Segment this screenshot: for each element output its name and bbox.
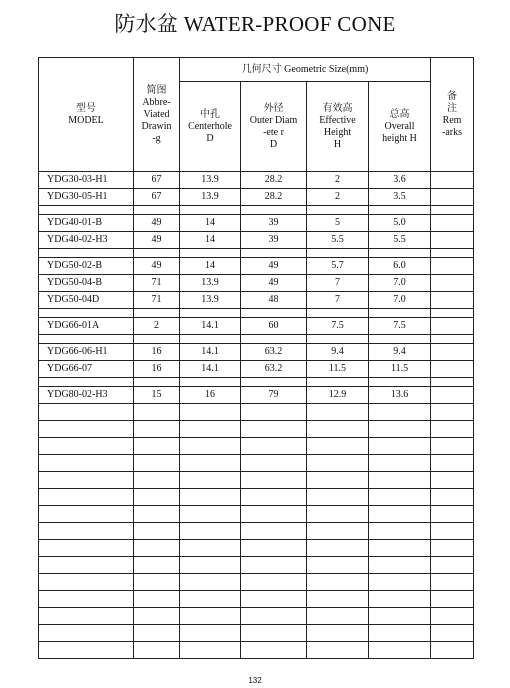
empty-cell (134, 378, 180, 387)
cell-overall: 3.6 (369, 172, 431, 189)
empty-row (39, 625, 474, 642)
empty-cell (369, 206, 431, 215)
empty-row (39, 608, 474, 625)
empty-cell (307, 625, 369, 642)
empty-cell (369, 309, 431, 318)
empty-cell (134, 404, 180, 421)
table-row (39, 318, 474, 335)
empty-cell (241, 591, 307, 608)
empty-cell (180, 506, 241, 523)
empty-cell (134, 206, 180, 215)
empty-cell (307, 489, 369, 506)
empty-cell (39, 489, 134, 506)
header-remarks-line: 备 (447, 90, 458, 102)
empty-cell (369, 404, 431, 421)
spacer-row (39, 206, 474, 215)
cell-remarks (431, 344, 474, 361)
empty-cell (134, 438, 180, 455)
empty-cell (39, 540, 134, 557)
cell-model: YDG30-03-H1 (39, 172, 134, 189)
page-number: 132 (248, 676, 262, 685)
empty-cell (134, 249, 180, 258)
table-row (39, 189, 474, 206)
empty-cell (39, 523, 134, 540)
empty-cell (180, 309, 241, 318)
cell-remarks (431, 215, 474, 232)
cell-remarks (431, 292, 474, 309)
cell-outer: 63.2 (241, 344, 307, 361)
empty-cell (39, 249, 134, 258)
empty-row (39, 438, 474, 455)
cell-overall: 7.5 (369, 318, 431, 335)
empty-cell (307, 249, 369, 258)
spacer-row (39, 309, 474, 318)
empty-row (39, 506, 474, 523)
empty-cell (180, 642, 241, 659)
empty-cell (241, 625, 307, 642)
table-row (39, 275, 474, 292)
empty-cell (431, 309, 474, 318)
empty-cell (307, 642, 369, 659)
empty-cell (180, 378, 241, 387)
empty-cell (241, 489, 307, 506)
empty-cell (134, 421, 180, 438)
empty-cell (134, 523, 180, 540)
cell-outer: 63.2 (241, 361, 307, 378)
empty-cell (134, 506, 180, 523)
empty-cell (241, 540, 307, 557)
cell-centerhole: 13.9 (180, 275, 241, 292)
empty-cell (307, 309, 369, 318)
empty-cell (241, 438, 307, 455)
empty-cell (431, 378, 474, 387)
header-outer-diameter-line: -ete r (263, 126, 284, 138)
empty-cell (180, 206, 241, 215)
empty-cell (180, 540, 241, 557)
empty-cell (39, 455, 134, 472)
empty-cell (369, 378, 431, 387)
empty-cell (369, 455, 431, 472)
empty-cell (241, 557, 307, 574)
cell-centerhole: 14.1 (180, 361, 241, 378)
empty-cell (134, 472, 180, 489)
empty-cell (431, 574, 474, 591)
empty-row (39, 591, 474, 608)
empty-cell (39, 378, 134, 387)
empty-cell (307, 574, 369, 591)
header-remarks-line: -arks (442, 126, 463, 138)
cell-overall: 9.4 (369, 344, 431, 361)
cell-model: YDG50-04-B (39, 275, 134, 292)
cell-drawing: 67 (134, 189, 180, 206)
cell-centerhole: 14.1 (180, 318, 241, 335)
header-model (39, 58, 134, 172)
header-outer-diameter-line: D (269, 138, 278, 150)
empty-cell (134, 574, 180, 591)
empty-cell (369, 421, 431, 438)
empty-cell (39, 404, 134, 421)
empty-cell (39, 625, 134, 642)
cell-centerhole: 13.9 (180, 172, 241, 189)
empty-cell (369, 642, 431, 659)
empty-row (39, 642, 474, 659)
cell-model: YDG66-06-H1 (39, 344, 134, 361)
cell-drawing: 49 (134, 258, 180, 275)
empty-cell (431, 335, 474, 344)
empty-cell (307, 506, 369, 523)
cell-centerhole: 14 (180, 258, 241, 275)
empty-cell (241, 455, 307, 472)
cell-effective: 5.7 (307, 258, 369, 275)
cell-drawing: 16 (134, 344, 180, 361)
empty-cell (39, 574, 134, 591)
cell-overall: 11.5 (369, 361, 431, 378)
header-centerhole (180, 82, 241, 172)
empty-cell (307, 557, 369, 574)
empty-cell (180, 608, 241, 625)
header-outer-diameter (241, 82, 307, 172)
empty-cell (180, 472, 241, 489)
empty-cell (307, 472, 369, 489)
empty-cell (39, 608, 134, 625)
empty-cell (180, 523, 241, 540)
empty-cell (39, 206, 134, 215)
empty-cell (180, 625, 241, 642)
header-drawing-line: Abbre- (142, 96, 171, 108)
empty-cell (241, 335, 307, 344)
empty-cell (431, 506, 474, 523)
cell-overall: 6.0 (369, 258, 431, 275)
empty-cell (134, 489, 180, 506)
cell-drawing: 16 (134, 361, 180, 378)
header-geometric-size: 几何尺寸 Geometric Size(mm) (180, 58, 431, 82)
empty-cell (369, 249, 431, 258)
empty-cell (307, 455, 369, 472)
empty-cell (431, 472, 474, 489)
empty-cell (431, 608, 474, 625)
empty-cell (134, 540, 180, 557)
spacer-row (39, 249, 474, 258)
cell-drawing: 49 (134, 215, 180, 232)
cell-effective: 5.5 (307, 232, 369, 249)
empty-cell (431, 591, 474, 608)
table-row (39, 172, 474, 189)
empty-cell (241, 309, 307, 318)
empty-cell (180, 591, 241, 608)
cell-outer: 39 (241, 215, 307, 232)
cell-model: YDG40-01-B (39, 215, 134, 232)
cell-effective: 12.9 (307, 387, 369, 404)
table-row (39, 387, 474, 404)
header-overall-height-line: 总高 (389, 108, 410, 120)
header-remarks-line: Rem (442, 114, 462, 126)
cell-model: YDG80-02-H3 (39, 387, 134, 404)
table-row (39, 215, 474, 232)
empty-cell (369, 472, 431, 489)
table-row (39, 258, 474, 275)
empty-cell (241, 506, 307, 523)
empty-cell (307, 608, 369, 625)
cell-remarks (431, 172, 474, 189)
cell-drawing: 67 (134, 172, 180, 189)
cell-effective: 11.5 (307, 361, 369, 378)
empty-cell (307, 540, 369, 557)
cell-remarks (431, 232, 474, 249)
header-model-cn: 型号 (76, 102, 96, 114)
empty-row (39, 557, 474, 574)
empty-cell (39, 421, 134, 438)
empty-cell (134, 642, 180, 659)
cell-outer: 28.2 (241, 189, 307, 206)
header-drawing-line: Drawin (141, 120, 172, 132)
header-centerhole-line: D (206, 132, 214, 144)
header-drawing-line: 简图 (146, 84, 167, 96)
header-effective-height-line: Height (323, 126, 352, 138)
empty-cell (369, 608, 431, 625)
table-row (39, 344, 474, 361)
cell-effective: 2 (307, 189, 369, 206)
empty-cell (241, 574, 307, 591)
empty-cell (241, 608, 307, 625)
empty-cell (431, 421, 474, 438)
empty-cell (180, 335, 241, 344)
cell-model: YDG66-07 (39, 361, 134, 378)
empty-cell (180, 421, 241, 438)
empty-cell (241, 472, 307, 489)
cell-effective: 9.4 (307, 344, 369, 361)
empty-row (39, 574, 474, 591)
empty-cell (369, 540, 431, 557)
cell-effective: 5 (307, 215, 369, 232)
cell-remarks (431, 189, 474, 206)
cell-overall: 7.0 (369, 292, 431, 309)
empty-cell (307, 591, 369, 608)
cell-overall: 3.5 (369, 189, 431, 206)
cell-effective: 7 (307, 292, 369, 309)
spacer-row (39, 378, 474, 387)
empty-cell (369, 438, 431, 455)
empty-cell (241, 523, 307, 540)
spec-table (38, 57, 474, 659)
header-overall-height-line: Overall (384, 120, 415, 132)
empty-cell (39, 472, 134, 489)
cell-centerhole: 13.9 (180, 292, 241, 309)
cell-centerhole: 14 (180, 232, 241, 249)
empty-cell (431, 455, 474, 472)
cell-model: YDG50-02-B (39, 258, 134, 275)
cell-model: YDG50-04D (39, 292, 134, 309)
header-drawing (134, 58, 180, 172)
cell-drawing: 15 (134, 387, 180, 404)
cell-drawing: 71 (134, 275, 180, 292)
empty-cell (241, 404, 307, 421)
table-row (39, 232, 474, 249)
empty-cell (431, 438, 474, 455)
cell-effective: 7.5 (307, 318, 369, 335)
cell-model: YDG30-05-H1 (39, 189, 134, 206)
header-outer-diameter-line: Outer Diam (249, 114, 298, 126)
header-effective-height-line: 有效高 (322, 102, 353, 114)
header-remarks (431, 58, 474, 172)
empty-cell (39, 506, 134, 523)
empty-cell (369, 574, 431, 591)
header-effective-height-line: Effective (319, 114, 356, 126)
empty-row (39, 472, 474, 489)
cell-model: YDG40-02-H3 (39, 232, 134, 249)
header-centerhole-line: Centerhole (188, 120, 232, 132)
cell-model: YDG66-01A (39, 318, 134, 335)
empty-cell (241, 642, 307, 659)
empty-cell (431, 523, 474, 540)
cell-remarks (431, 387, 474, 404)
page-title: 防水盆 WATER-PROOF CONE (114, 12, 396, 36)
empty-cell (39, 591, 134, 608)
empty-cell (134, 591, 180, 608)
empty-cell (180, 455, 241, 472)
empty-cell (134, 309, 180, 318)
empty-cell (307, 421, 369, 438)
empty-cell (369, 506, 431, 523)
cell-outer: 48 (241, 292, 307, 309)
empty-cell (431, 489, 474, 506)
header-drawing-line: -g (152, 132, 161, 144)
header-effective-height-line: H (333, 138, 342, 150)
header-centerhole-line: 中孔 (200, 108, 220, 120)
header-drawing-line: Viated (143, 108, 170, 120)
empty-cell (431, 404, 474, 421)
empty-row (39, 489, 474, 506)
empty-cell (431, 625, 474, 642)
cell-overall: 7.0 (369, 275, 431, 292)
cell-overall: 5.5 (369, 232, 431, 249)
empty-cell (180, 557, 241, 574)
empty-cell (134, 625, 180, 642)
empty-cell (134, 608, 180, 625)
empty-cell (180, 489, 241, 506)
empty-cell (307, 438, 369, 455)
empty-cell (307, 335, 369, 344)
cell-outer: 49 (241, 275, 307, 292)
cell-overall: 5.0 (369, 215, 431, 232)
empty-row (39, 404, 474, 421)
empty-row (39, 455, 474, 472)
empty-cell (180, 438, 241, 455)
header-effective-height (307, 82, 369, 172)
empty-cell (307, 206, 369, 215)
cell-centerhole: 14 (180, 215, 241, 232)
cell-overall: 13.6 (369, 387, 431, 404)
empty-cell (39, 642, 134, 659)
cell-remarks (431, 275, 474, 292)
header-remarks-line: 注 (447, 102, 458, 114)
empty-cell (180, 249, 241, 258)
cell-effective: 2 (307, 172, 369, 189)
empty-cell (39, 309, 134, 318)
header-overall-height-line: height H (382, 132, 417, 144)
cell-centerhole: 14.1 (180, 344, 241, 361)
empty-cell (431, 540, 474, 557)
cell-remarks (431, 318, 474, 335)
empty-cell (369, 489, 431, 506)
cell-effective: 7 (307, 275, 369, 292)
empty-cell (39, 438, 134, 455)
cell-drawing: 49 (134, 232, 180, 249)
empty-cell (307, 523, 369, 540)
empty-cell (241, 378, 307, 387)
empty-cell (431, 557, 474, 574)
empty-cell (369, 557, 431, 574)
header-outer-diameter-line: 外径 (263, 102, 284, 114)
header-overall-height (369, 82, 431, 172)
cell-centerhole: 13.9 (180, 189, 241, 206)
cell-centerhole: 16 (180, 387, 241, 404)
empty-cell (431, 249, 474, 258)
empty-cell (134, 455, 180, 472)
empty-cell (369, 523, 431, 540)
empty-cell (241, 249, 307, 258)
empty-cell (369, 625, 431, 642)
empty-cell (369, 591, 431, 608)
empty-row (39, 421, 474, 438)
table-row (39, 292, 474, 309)
empty-cell (307, 404, 369, 421)
spacer-row (39, 335, 474, 344)
cell-outer: 79 (241, 387, 307, 404)
empty-cell (39, 335, 134, 344)
empty-row (39, 540, 474, 557)
empty-cell (241, 206, 307, 215)
cell-remarks (431, 361, 474, 378)
empty-cell (180, 574, 241, 591)
empty-cell (39, 557, 134, 574)
empty-cell (180, 404, 241, 421)
empty-cell (431, 206, 474, 215)
empty-cell (134, 557, 180, 574)
empty-cell (431, 642, 474, 659)
empty-row (39, 523, 474, 540)
cell-outer: 49 (241, 258, 307, 275)
table-row (39, 361, 474, 378)
empty-cell (241, 421, 307, 438)
header-model-en: MODEL (68, 114, 104, 126)
cell-drawing: 71 (134, 292, 180, 309)
cell-outer: 60 (241, 318, 307, 335)
empty-cell (134, 335, 180, 344)
cell-remarks (431, 258, 474, 275)
cell-outer: 39 (241, 232, 307, 249)
empty-cell (369, 335, 431, 344)
cell-outer: 28.2 (241, 172, 307, 189)
empty-cell (307, 378, 369, 387)
cell-drawing: 2 (134, 318, 180, 335)
